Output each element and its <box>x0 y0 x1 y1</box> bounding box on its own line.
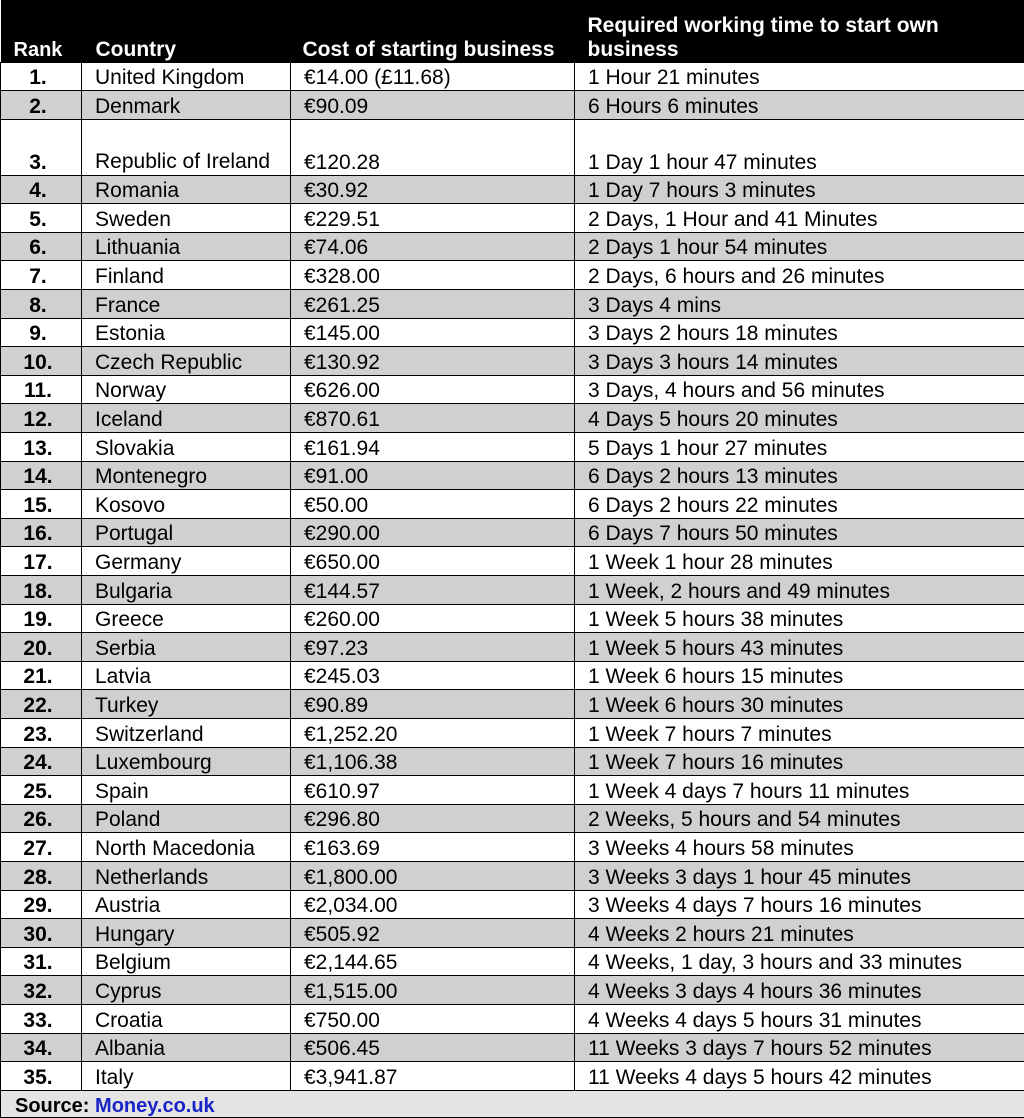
cost-cell: €97.23 <box>291 633 575 662</box>
cost-cell: €260.00 <box>291 604 575 633</box>
rank-cell: 28. <box>1 861 82 890</box>
table-row <box>1 747 1024 776</box>
country-cell: Republic of Ireland <box>82 119 291 175</box>
working-time-cell: 3 Days 4 mins <box>575 290 1024 319</box>
rank-cell: 13. <box>1 433 82 462</box>
cost-cell: €145.00 <box>291 318 575 347</box>
source-row <box>1 1090 1024 1117</box>
working-time-cell: 1 Week 6 hours 30 minutes <box>575 690 1024 719</box>
working-time-cell: 3 Weeks 3 days 1 hour 45 minutes <box>575 861 1024 890</box>
rank-cell: 30. <box>1 919 82 948</box>
rank-cell: 22. <box>1 690 82 719</box>
country-cell: United Kingdom <box>82 62 291 91</box>
country-cell: Montenegro <box>82 461 291 490</box>
country-cell: Switzerland <box>82 718 291 747</box>
working-time-cell: 2 Days, 1 Hour and 41 Minutes <box>575 204 1024 233</box>
country-cell: France <box>82 290 291 319</box>
cost-cell: €161.94 <box>291 433 575 462</box>
header-working-time: Required working time to start own business <box>575 0 1024 62</box>
rank-cell: 7. <box>1 261 82 290</box>
working-time-cell: 1 Week 1 hour 28 minutes <box>575 547 1024 576</box>
rank-cell: 20. <box>1 633 82 662</box>
table-row <box>1 204 1024 233</box>
rank-cell: 9. <box>1 318 82 347</box>
country-cell: Hungary <box>82 919 291 948</box>
table-row <box>1 347 1024 376</box>
table-row <box>1 91 1024 120</box>
working-time-cell: 6 Days 2 hours 13 minutes <box>575 461 1024 490</box>
table-row <box>1 947 1024 976</box>
rank-cell: 1. <box>1 62 82 91</box>
cost-cell: €245.03 <box>291 661 575 690</box>
cost-cell: €91.00 <box>291 461 575 490</box>
working-time-cell: 1 Week 7 hours 7 minutes <box>575 718 1024 747</box>
country-cell: Norway <box>82 375 291 404</box>
cost-cell: €1,515.00 <box>291 976 575 1005</box>
table-row <box>1 119 1024 175</box>
country-cell: Slovakia <box>82 433 291 462</box>
cost-cell: €90.09 <box>291 91 575 120</box>
country-cell: Lithuania <box>82 232 291 261</box>
source-link[interactable]: Money.co.uk <box>95 1095 215 1117</box>
rank-cell: 35. <box>1 1062 82 1091</box>
country-cell: Finland <box>82 261 291 290</box>
table-row <box>1 604 1024 633</box>
working-time-cell: 1 Week 7 hours 16 minutes <box>575 747 1024 776</box>
rank-cell: 23. <box>1 718 82 747</box>
cost-cell: €144.57 <box>291 576 575 605</box>
country-cell: Sweden <box>82 204 291 233</box>
rank-cell: 19. <box>1 604 82 633</box>
table-row <box>1 576 1024 605</box>
source-cell <box>1 1090 1024 1117</box>
table-body <box>1 62 1024 1090</box>
working-time-cell: 1 Day 1 hour 47 minutes <box>575 119 1024 175</box>
cost-cell: €290.00 <box>291 518 575 547</box>
table-row <box>1 633 1024 662</box>
working-time-cell: 6 Hours 6 minutes <box>575 91 1024 120</box>
country-cell: Austria <box>82 890 291 919</box>
country-cell: Netherlands <box>82 861 291 890</box>
rank-cell: 17. <box>1 547 82 576</box>
country-cell: Iceland <box>82 404 291 433</box>
rank-cell: 3. <box>1 119 82 175</box>
cost-cell: €870.61 <box>291 404 575 433</box>
cost-cell: €650.00 <box>291 547 575 576</box>
rank-cell: 34. <box>1 1033 82 1062</box>
rank-cell: 18. <box>1 576 82 605</box>
rank-cell: 6. <box>1 232 82 261</box>
working-time-cell: 1 Day 7 hours 3 minutes <box>575 175 1024 204</box>
country-cell: Latvia <box>82 661 291 690</box>
table-row <box>1 175 1024 204</box>
rank-cell: 31. <box>1 947 82 976</box>
working-time-cell: 2 Days 1 hour 54 minutes <box>575 232 1024 261</box>
cost-cell: €1,106.38 <box>291 747 575 776</box>
rank-cell: 14. <box>1 461 82 490</box>
table-row <box>1 690 1024 719</box>
cost-cell: €610.97 <box>291 776 575 805</box>
rank-cell: 4. <box>1 175 82 204</box>
country-cell: Italy <box>82 1062 291 1091</box>
table-footer <box>1 1090 1024 1117</box>
country-cell: Portugal <box>82 518 291 547</box>
table-row <box>1 261 1024 290</box>
source-label: Source: <box>15 1095 89 1117</box>
working-time-cell: 2 Days, 6 hours and 26 minutes <box>575 261 1024 290</box>
working-time-cell: 3 Days 3 hours 14 minutes <box>575 347 1024 376</box>
table-row <box>1 547 1024 576</box>
rank-cell: 21. <box>1 661 82 690</box>
country-cell: Poland <box>82 804 291 833</box>
table-row <box>1 861 1024 890</box>
table-header <box>1 0 1024 62</box>
country-cell: Romania <box>82 175 291 204</box>
table-row <box>1 518 1024 547</box>
cost-cell: €30.92 <box>291 175 575 204</box>
cost-cell: €74.06 <box>291 232 575 261</box>
working-time-cell: 3 Days, 4 hours and 56 minutes <box>575 375 1024 404</box>
rank-cell: 10. <box>1 347 82 376</box>
rank-cell: 26. <box>1 804 82 833</box>
rank-cell: 25. <box>1 776 82 805</box>
country-cell: Cyprus <box>82 976 291 1005</box>
cost-cell: €1,800.00 <box>291 861 575 890</box>
table-row <box>1 318 1024 347</box>
country-cell: Estonia <box>82 318 291 347</box>
cost-cell: €296.80 <box>291 804 575 833</box>
cost-cell: €14.00 (£11.68) <box>291 62 575 91</box>
table-row <box>1 375 1024 404</box>
rank-cell: 15. <box>1 490 82 519</box>
working-time-cell: 1 Week, 2 hours and 49 minutes <box>575 576 1024 605</box>
header-row <box>1 0 1024 62</box>
table-row <box>1 804 1024 833</box>
country-cell: Turkey <box>82 690 291 719</box>
country-cell: Belgium <box>82 947 291 976</box>
cost-cell: €261.25 <box>291 290 575 319</box>
header-rank: Rank <box>1 0 82 62</box>
table-row <box>1 433 1024 462</box>
table-row <box>1 490 1024 519</box>
table-row <box>1 890 1024 919</box>
working-time-cell: 4 Weeks 2 hours 21 minutes <box>575 919 1024 948</box>
working-time-cell: 3 Weeks 4 hours 58 minutes <box>575 833 1024 862</box>
working-time-cell: 4 Weeks 4 days 5 hours 31 minutes <box>575 1004 1024 1033</box>
table-row <box>1 1004 1024 1033</box>
working-time-cell: 3 Weeks 4 days 7 hours 16 minutes <box>575 890 1024 919</box>
rank-cell: 16. <box>1 518 82 547</box>
working-time-cell: 3 Days 2 hours 18 minutes <box>575 318 1024 347</box>
cost-cell: €120.28 <box>291 119 575 175</box>
table-row <box>1 718 1024 747</box>
working-time-cell: 5 Days 1 hour 27 minutes <box>575 433 1024 462</box>
working-time-cell: 1 Hour 21 minutes <box>575 62 1024 91</box>
cost-cell: €2,034.00 <box>291 890 575 919</box>
country-cell: Czech Republic <box>82 347 291 376</box>
header-country: Country <box>82 0 291 62</box>
rank-cell: 29. <box>1 890 82 919</box>
working-time-cell: 4 Weeks, 1 day, 3 hours and 33 minutes <box>575 947 1024 976</box>
working-time-cell: 1 Week 6 hours 15 minutes <box>575 661 1024 690</box>
country-cell: Albania <box>82 1033 291 1062</box>
country-cell: Denmark <box>82 91 291 120</box>
rank-cell: 11. <box>1 375 82 404</box>
rank-cell: 12. <box>1 404 82 433</box>
rank-cell: 8. <box>1 290 82 319</box>
rank-cell: 24. <box>1 747 82 776</box>
cost-cell: €1,252.20 <box>291 718 575 747</box>
table-row <box>1 833 1024 862</box>
country-cell: Serbia <box>82 633 291 662</box>
country-cell: Kosovo <box>82 490 291 519</box>
country-cell: Bulgaria <box>82 576 291 605</box>
rank-cell: 32. <box>1 976 82 1005</box>
working-time-cell: 6 Days 7 hours 50 minutes <box>575 518 1024 547</box>
cost-cell: €505.92 <box>291 919 575 948</box>
cost-cell: €2,144.65 <box>291 947 575 976</box>
rank-cell: 33. <box>1 1004 82 1033</box>
country-cell: Luxembourg <box>82 747 291 776</box>
table-row <box>1 776 1024 805</box>
cost-cell: €3,941.87 <box>291 1062 575 1091</box>
country-cell: Spain <box>82 776 291 805</box>
cost-cell: €163.69 <box>291 833 575 862</box>
working-time-cell: 11 Weeks 3 days 7 hours 52 minutes <box>575 1033 1024 1062</box>
country-cell: Greece <box>82 604 291 633</box>
rank-cell: 5. <box>1 204 82 233</box>
country-cell: Croatia <box>82 1004 291 1033</box>
country-cell: Germany <box>82 547 291 576</box>
working-time-cell: 1 Week 5 hours 43 minutes <box>575 633 1024 662</box>
table-row <box>1 976 1024 1005</box>
table-row <box>1 290 1024 319</box>
working-time-cell: 11 Weeks 4 days 5 hours 42 minutes <box>575 1062 1024 1091</box>
cost-cell: €90.89 <box>291 690 575 719</box>
table-row <box>1 62 1024 91</box>
table-row <box>1 1062 1024 1091</box>
cost-cell: €506.45 <box>291 1033 575 1062</box>
working-time-cell: 1 Week 4 days 7 hours 11 minutes <box>575 776 1024 805</box>
table-row <box>1 919 1024 948</box>
cost-cell: €229.51 <box>291 204 575 233</box>
cost-cell: €328.00 <box>291 261 575 290</box>
header-cost: Cost of starting business <box>291 0 575 62</box>
cost-cell: €626.00 <box>291 375 575 404</box>
country-cell: North Macedonia <box>82 833 291 862</box>
rank-cell: 2. <box>1 91 82 120</box>
rank-cell: 27. <box>1 833 82 862</box>
working-time-cell: 2 Weeks, 5 hours and 54 minutes <box>575 804 1024 833</box>
working-time-cell: 6 Days 2 hours 22 minutes <box>575 490 1024 519</box>
cost-cell: €50.00 <box>291 490 575 519</box>
cost-cell: €750.00 <box>291 1004 575 1033</box>
cost-cell: €130.92 <box>291 347 575 376</box>
working-time-cell: 4 Days 5 hours 20 minutes <box>575 404 1024 433</box>
working-time-cell: 1 Week 5 hours 38 minutes <box>575 604 1024 633</box>
working-time-cell: 4 Weeks 3 days 4 hours 36 minutes <box>575 976 1024 1005</box>
table-row <box>1 661 1024 690</box>
table-row <box>1 461 1024 490</box>
table-row <box>1 232 1024 261</box>
table-row <box>1 1033 1024 1062</box>
table-row <box>1 404 1024 433</box>
